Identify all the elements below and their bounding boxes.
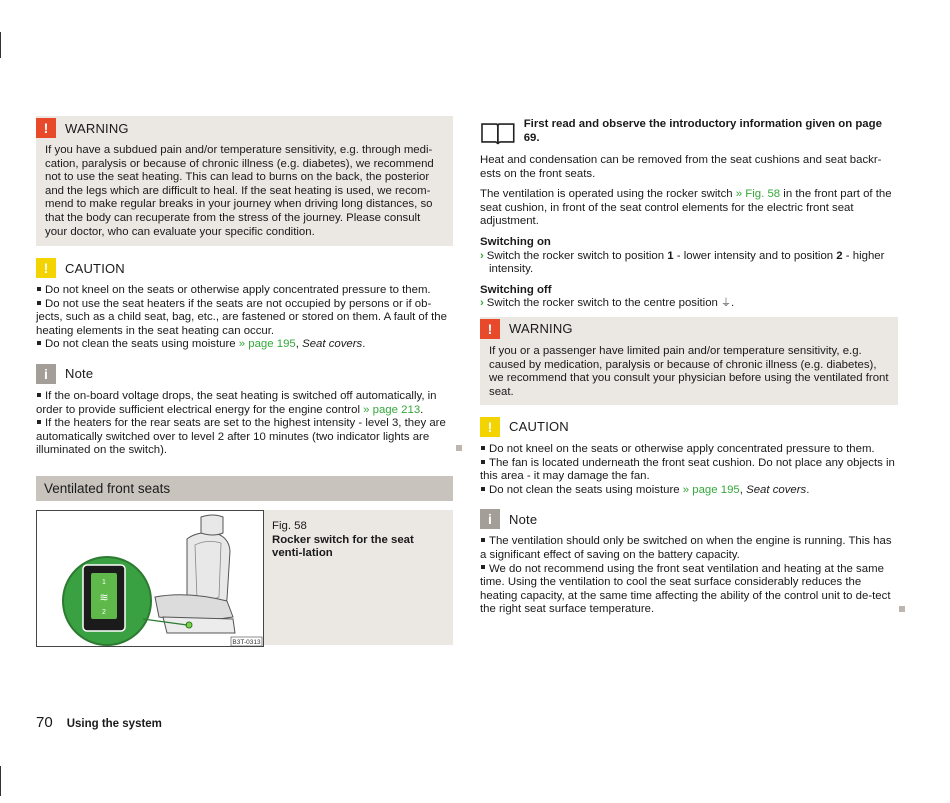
instruction-step: › Switch the rocker switch to the centre position ⏚.: [480, 297, 735, 310]
caution-item: Do not kneel on the seats or otherwise apply concentrated pressure to them.: [36, 284, 453, 298]
figure-caption-box: [264, 510, 453, 645]
caution-title: CAUTION: [65, 260, 125, 276]
instruction-step: › Switch the rocker switch to position 1 - lower intensity and to position 2 - higher intensity.: [480, 249, 885, 276]
switch-position-2: 2: [102, 609, 106, 616]
note-box: [36, 362, 453, 458]
info-icon: i: [480, 509, 500, 529]
intro-reference: [480, 116, 898, 146]
chevron-right-icon: ›: [480, 297, 484, 310]
end-of-section-marker: [899, 606, 905, 612]
note-box: [480, 507, 898, 617]
switch-position-1: 1: [102, 579, 106, 586]
warning-title: WARNING: [65, 120, 129, 136]
figure-caption: Rocker switch for the seat venti-lation: [272, 533, 414, 560]
note-item: The ventilation should only be switched on when the engine is running. This has a significant effect of saving on the battery capacity.: [480, 535, 892, 561]
figure-image: [36, 510, 264, 647]
note-item: If the heaters for the rear seats are set to the highest intensity - level 3, they are automatically switched over to level 2 after 10 minutes (two indicator lights are illuminated on the switch).: [36, 417, 446, 457]
paragraph: The ventilation is operated using the rocker switch » Fig. 58 in the front part of the seat cushion, in front of the seat control elements for the electric front seat adjustment.: [480, 188, 892, 228]
caution-item: The fan is located underneath the front seat cushion. Do not place any objects in this area - it may damage the fan.: [480, 456, 895, 483]
exclamation-icon: !: [36, 258, 56, 278]
footer-section: Using the system: [66, 718, 162, 730]
crop-mark-bottom: [0, 766, 1, 796]
page-footer: [36, 714, 162, 731]
caution-header: [480, 415, 898, 439]
seat-ventilation-icon: ≋: [99, 591, 109, 604]
note-header: [36, 362, 453, 386]
warning-text: If you have a subdued pain and/or temperature sensitivity, e.g. through medi-cation, paralysis or because of chronic illness (e.g. diabetes), we recommend not to use the seat heating. This can lead to burns on the back, the posterior and the legs which are difficult to heal. If the seat heating is used, we recom-mend to make regular breaks in your journey when driving long distances, so that the body can recuperate from the stress of the journey. Please consult your doctor, who can evaluate your specific condition.: [45, 144, 434, 238]
caution-box: [480, 415, 898, 497]
subheading-switching-off: Switching off: [480, 283, 552, 296]
figure-label: Fig. 58: [272, 520, 307, 532]
note-title: Note: [65, 366, 94, 382]
chevron-right-icon: ›: [480, 249, 484, 262]
caution-title: CAUTION: [509, 419, 569, 435]
book-icon: [480, 120, 516, 146]
caution-item: Do not use the seat heaters if the seats are not occupied by persons or if ob-jects, such as a child seat, bag, etc., are fastened or stored on them. A fault of the heating elements in the seat heating can occur.: [36, 297, 447, 337]
page-link[interactable]: » page 195: [238, 338, 296, 351]
seat-ventilation-icon: ⏚: [721, 298, 732, 310]
subheading-switching-on: Switching on: [480, 235, 551, 248]
page-link[interactable]: » page 213: [363, 403, 421, 416]
caution-item: Do not kneel on the seats or otherwise apply concentrated pressure to them.: [480, 443, 898, 457]
warning-header: [36, 116, 453, 140]
note-title: Note: [509, 511, 538, 527]
warning-text: If you or a passenger have limited pain and/or temperature sensitivity, e.g. caused by medication, paralysis or because of chronic illness (e.g. diabetes), we recommend that you consult your physician before using the ventilated front seat.: [489, 344, 889, 398]
figure-link[interactable]: » Fig. 58: [735, 188, 781, 201]
info-icon: i: [36, 364, 56, 384]
exclamation-icon: !: [480, 319, 500, 339]
page-link[interactable]: » page 195: [682, 483, 740, 496]
note-item: If the on-board voltage drops, the seat heating is switched off automatically, in order to provide sufficient electrical energy for the engine control » page 213.: [36, 389, 437, 416]
page-number: 70: [36, 714, 53, 731]
caution-header: [36, 256, 453, 280]
exclamation-icon: !: [36, 118, 56, 138]
note-item: We do not recommend using the front seat ventilation and heating at the same time. Using the ventilation to cool the seat surface considerably reduces the heating capacity, at the same time affecting the ability of the control unit to de-tect the right seat surface temperature.: [480, 562, 891, 616]
warning-box: [480, 317, 898, 405]
intro-text: First read and observe the introductory information given on page 69.: [523, 118, 882, 144]
warning-box: [36, 116, 453, 246]
seat-illustration: [37, 511, 263, 646]
section-title: Ventilated front seats: [44, 481, 171, 496]
caution-item: Do not clean the seats using moisture » page 195, Seat covers.: [480, 484, 898, 498]
warning-header: [480, 317, 898, 341]
crop-mark-top: [0, 32, 1, 58]
exclamation-icon: !: [480, 417, 500, 437]
figure-code: B3T-0313: [232, 639, 261, 646]
paragraph: Heat and condensation can be removed from the seat cushions and seat backr-ests on the front seats.: [480, 154, 882, 180]
end-of-section-marker: [456, 445, 462, 451]
caution-item: Do not clean the seats using moisture » page 195, Seat covers.: [36, 338, 453, 352]
caution-box: [36, 256, 453, 352]
section-heading: [36, 476, 453, 501]
warning-title: WARNING: [509, 321, 573, 337]
note-header: [480, 507, 898, 531]
